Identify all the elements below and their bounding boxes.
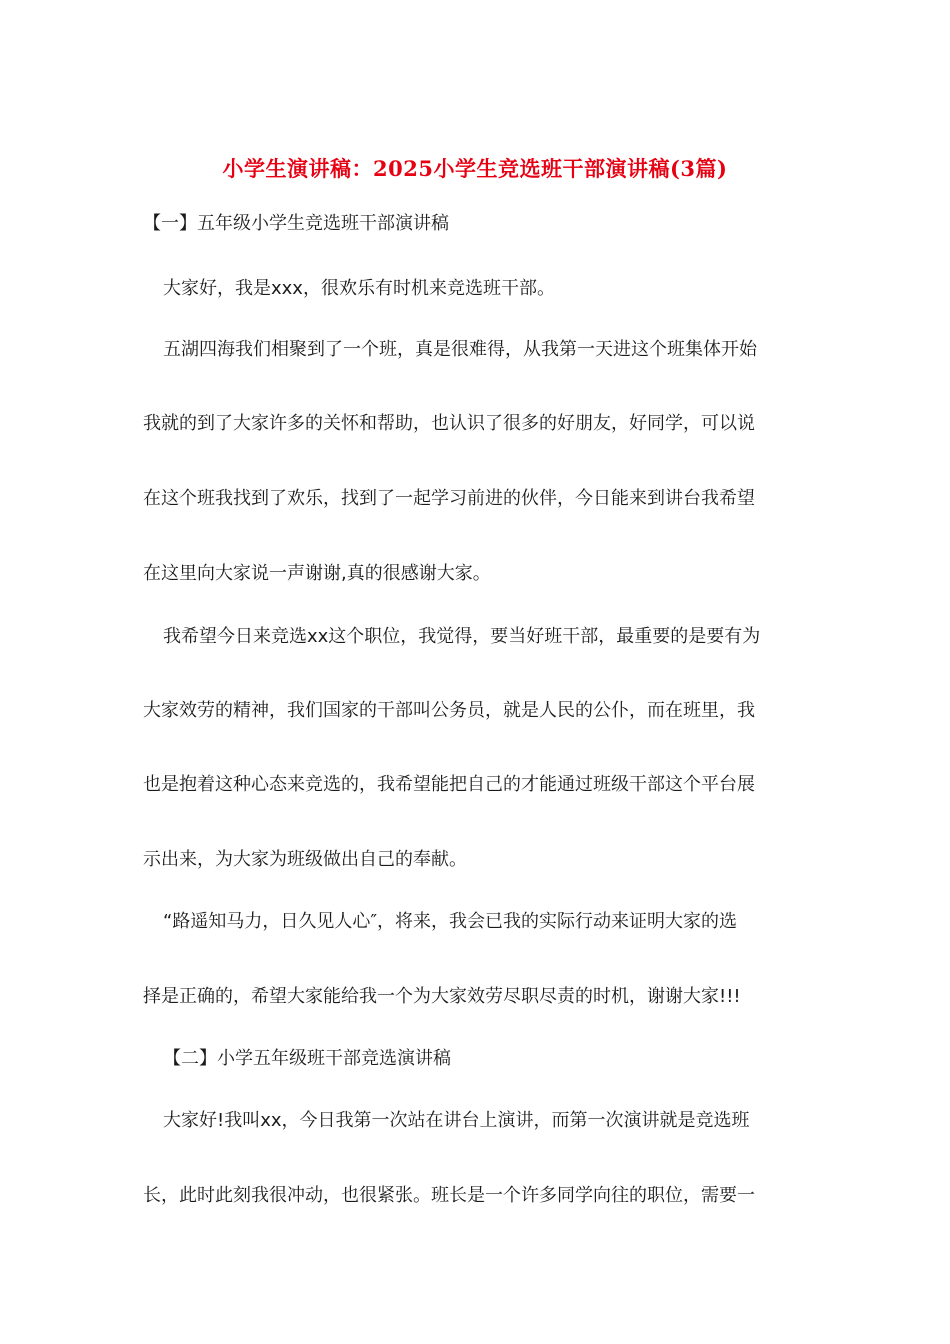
- paragraph-line: 我希望今日来竞选xx这个职位，我觉得，要当好班干部，最重要的是要有为: [163, 626, 761, 647]
- paragraph-line: 大家好!我叫xx，今日我第一次站在讲台上演讲，而第一次演讲就是竞选班: [163, 1110, 750, 1131]
- paragraph-line: 大家效劳的精神，我们国家的干部叫公务员，就是人民的公仆，而在班里，我: [143, 700, 755, 721]
- paragraph-line: “路遥知马力，日久见人心″，将来，我会已我的实际行动来证明大家的选: [163, 911, 738, 932]
- paragraph-line: 大家好，我是xxx，很欢乐有时机来竞选班干部。: [163, 278, 555, 299]
- section-heading-2: 【二】小学五年级班干部竞选演讲稿: [163, 1048, 451, 1069]
- section-heading-1: 【一】五年级小学生竞选班干部演讲稿: [143, 213, 449, 234]
- paragraph-line: 长，此时此刻我很冲动，也很紧张。班长是一个许多同学向往的职位，需要一: [143, 1185, 755, 1206]
- paragraph-line: 我就的到了大家许多的关怀和帮助，也认识了很多的好朋友，好同学，可以说: [143, 413, 755, 434]
- paragraph-line: 五湖四海我们相聚到了一个班，真是很难得，从我第一天进这个班集体开始: [163, 339, 757, 360]
- document-title: 小学生演讲稿：2025小学生竞选班干部演讲稿(3篇): [222, 156, 728, 181]
- paragraph-line: 择是正确的，希望大家能给我一个为大家效劳尽职尽责的时机，谢谢大家!!!: [143, 986, 741, 1007]
- paragraph-line: 在这个班我找到了欢乐，找到了一起学习前进的伙伴，今日能来到讲台我希望: [143, 488, 755, 509]
- paragraph-line: 在这里向大家说一声谢谢,真的很感谢大家。: [143, 563, 491, 584]
- paragraph-line: 也是抱着这种心态来竞选的，我希望能把自己的才能通过班级干部这个平台展: [143, 774, 755, 795]
- paragraph-line: 示出来，为大家为班级做出自己的奉献。: [143, 849, 467, 870]
